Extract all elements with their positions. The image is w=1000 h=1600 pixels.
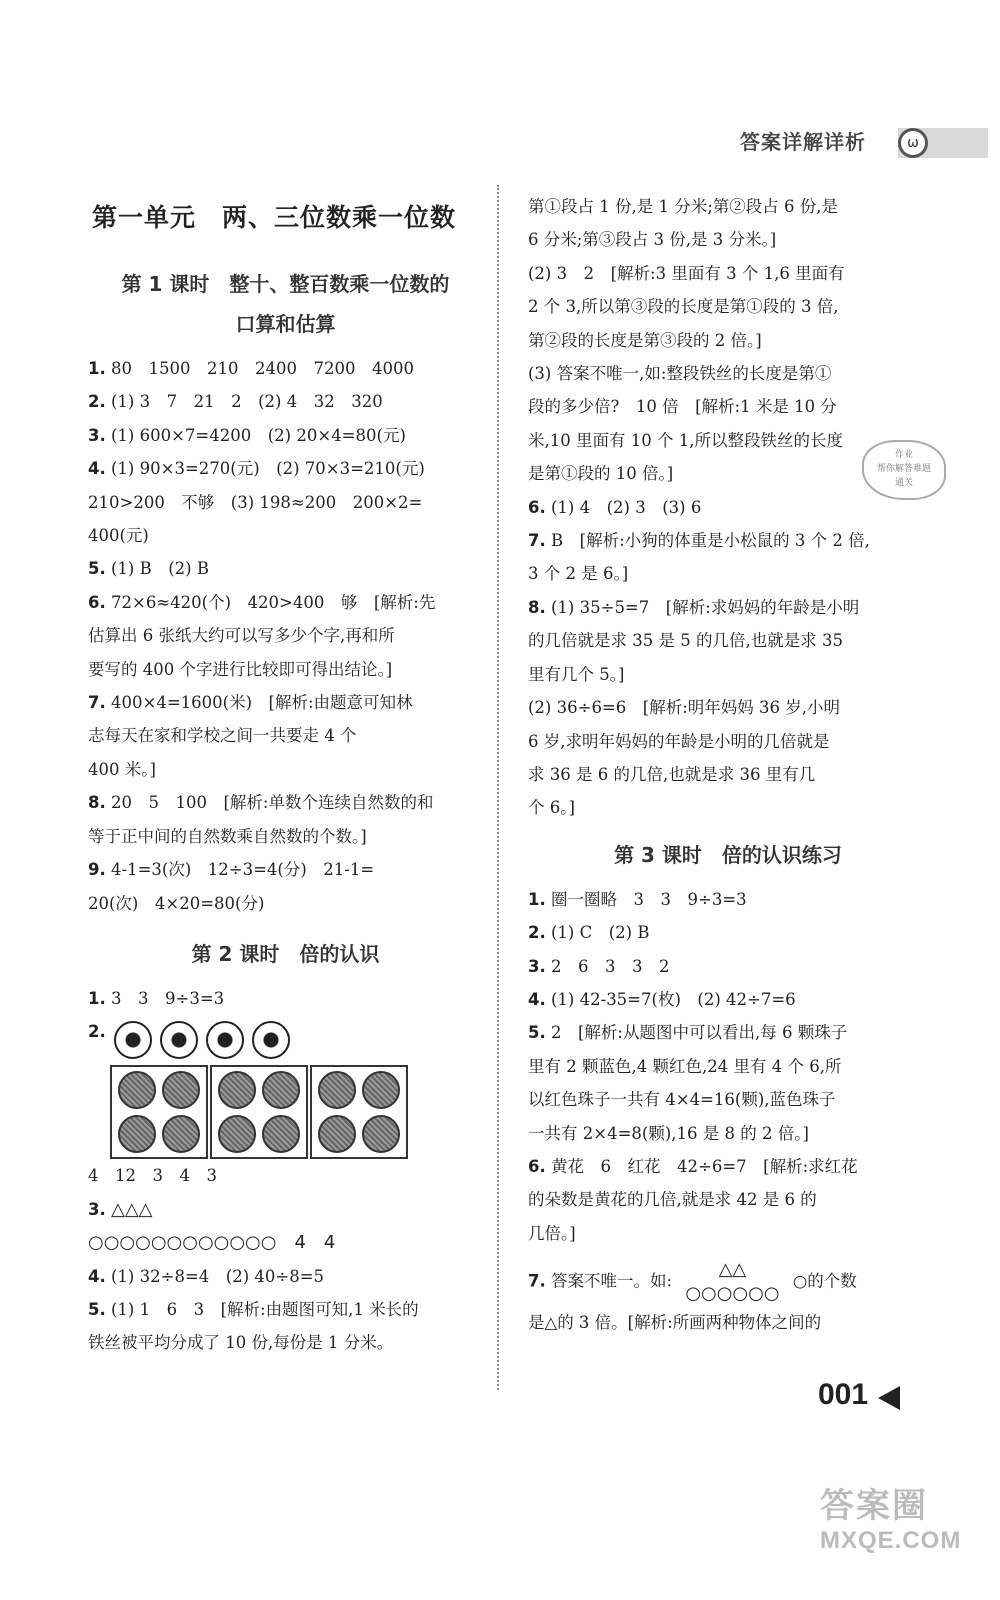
answer-text: 求 36 是 6 的几倍,也就是求 36 里有几 bbox=[528, 764, 816, 784]
answer-text: (1) 90×3=270(元) (2) 70×3=210(元) bbox=[111, 459, 425, 479]
answer-text: 里有 2 颗蓝色,4 颗红色,24 里有 4 个 6,所 bbox=[528, 1056, 842, 1076]
homework-stamp bbox=[862, 440, 946, 500]
answer-number: 6. bbox=[528, 1156, 546, 1176]
answer-line bbox=[88, 452, 483, 485]
answer-line bbox=[88, 786, 483, 819]
answer-text: 3 个 2 是 6。] bbox=[528, 564, 629, 584]
right-answers-a bbox=[528, 190, 928, 825]
answer-number: 7. bbox=[528, 531, 546, 551]
answer-text: 72×6≈420(个) 420>400 够 [解析:先 bbox=[111, 592, 436, 612]
basketball-icon bbox=[118, 1115, 156, 1153]
answer-text: 3 3 9÷3=3 bbox=[111, 988, 225, 1008]
basketball-icon bbox=[118, 1071, 156, 1109]
basketball-icon bbox=[218, 1071, 256, 1109]
answer-line bbox=[88, 1193, 483, 1226]
answer-number: 2. bbox=[88, 1022, 106, 1042]
column-divider bbox=[497, 185, 499, 1390]
answer-number: 8. bbox=[88, 793, 106, 813]
answer-number: 4. bbox=[88, 459, 106, 479]
mascot-icon: ω bbox=[898, 128, 928, 158]
watermark-line: MXQE.COM bbox=[820, 1527, 962, 1554]
answer-number: 9. bbox=[88, 860, 106, 880]
circle-row: ○○○○○○ bbox=[685, 1283, 780, 1305]
q7-figure bbox=[685, 1258, 779, 1306]
answer-number: 6. bbox=[88, 592, 106, 612]
answer-line bbox=[528, 1117, 928, 1150]
answer-text: 400×4=1600(米) [解析:由题意可知林 bbox=[111, 693, 413, 713]
lesson1-answers bbox=[88, 352, 483, 920]
answer-text: 6 岁,求明年妈妈的年龄是小明的几倍就是 bbox=[528, 731, 830, 751]
stamp-line: 通关 bbox=[894, 478, 913, 488]
answer-text: (1) B (2) B bbox=[111, 559, 209, 579]
answer-text: B [解析:小狗的体重是小松鼠的 3 个 2 倍, bbox=[551, 531, 870, 551]
page-arrow-icon bbox=[878, 1386, 900, 1410]
answer-text: 圈一圈略 3 3 9÷3=3 bbox=[551, 889, 747, 909]
answer-text: 210>200 不够 (3) 198≈200 200×2= bbox=[88, 492, 423, 512]
answer-line bbox=[88, 1260, 483, 1293]
answer-line bbox=[88, 619, 483, 652]
answer-line bbox=[88, 552, 483, 585]
header-label: 答案详解详析 bbox=[740, 130, 866, 154]
basketball-icon bbox=[162, 1071, 200, 1109]
answer-line bbox=[88, 486, 483, 519]
soccer-ball-icon bbox=[206, 1021, 244, 1059]
answer-text: (1) 42-35=7(枚) (2) 42÷7=6 bbox=[551, 989, 796, 1009]
answer-number: 5. bbox=[528, 1023, 546, 1043]
answer-text: 20(次) 4×20=80(分) bbox=[88, 893, 265, 913]
q2-figure bbox=[88, 1015, 483, 1159]
answer-line bbox=[88, 385, 483, 418]
basketball-icon bbox=[318, 1071, 356, 1109]
basketball-groups bbox=[110, 1065, 408, 1159]
answer-line bbox=[528, 791, 928, 824]
answer-text: 志每天在家和学校之间一共要走 4 个 bbox=[88, 726, 357, 746]
answer-number: 8. bbox=[528, 597, 546, 617]
answer-line bbox=[528, 1150, 928, 1183]
watermark bbox=[820, 1478, 961, 1555]
answer-line bbox=[88, 352, 483, 385]
stamp-line: 帮你解答难题 bbox=[876, 464, 931, 474]
answer-text: 80 1500 210 2400 7200 4000 bbox=[111, 359, 414, 378]
answer-text: 要写的 400 个字进行比较即可得出结论。] bbox=[88, 659, 393, 679]
answer-number: 5. bbox=[88, 1299, 106, 1319]
answer-line bbox=[528, 557, 928, 590]
answer-line bbox=[528, 916, 928, 949]
answer-line: 铁丝被平均分成了 10 份,每份是 1 分米。 bbox=[88, 1333, 394, 1353]
watermark-line: 答案圈 bbox=[820, 1487, 928, 1525]
circle-row: ○○○○○○○○○○○○ 4 4 bbox=[88, 1232, 336, 1254]
answer-number: 2. bbox=[528, 923, 546, 943]
answer-text: 估算出 6 张纸大约可以写多少个字,再和所 bbox=[88, 626, 395, 646]
triangle-row: △△ bbox=[718, 1259, 747, 1281]
answer-number: 3. bbox=[88, 1199, 106, 1219]
right-column bbox=[528, 190, 928, 1340]
soccer-ball-icon bbox=[114, 1021, 152, 1059]
answer-text: (1) C (2) B bbox=[551, 923, 650, 943]
lesson1-title-line1: 第 1 课时 整十、整百数乘一位数的 bbox=[121, 272, 450, 296]
left-column bbox=[88, 190, 483, 1360]
answer-text: 400 米。] bbox=[88, 759, 156, 779]
answer-line bbox=[528, 390, 928, 423]
answer-number: 3. bbox=[88, 425, 106, 445]
answer-line bbox=[528, 223, 928, 256]
answer-line bbox=[528, 983, 928, 1016]
right-answers-b bbox=[528, 883, 928, 1250]
answer-text: (2) 36÷6=6 [解析:明年妈妈 36 岁,小明 bbox=[528, 698, 840, 718]
basketball-group bbox=[310, 1065, 408, 1159]
answer-line: 是△的 3 倍。[解析:所画两种物体之间的 bbox=[528, 1313, 822, 1333]
answer-line bbox=[88, 982, 483, 1015]
answer-number: 1. bbox=[528, 889, 546, 909]
answer-line bbox=[88, 653, 483, 686]
answer-number: 7. bbox=[528, 1271, 546, 1291]
answer-text: 以红色珠子一共有 4×4=16(颗),蓝色珠子 bbox=[528, 1090, 836, 1110]
answer-text: 几倍。] bbox=[528, 1223, 576, 1243]
answer-line bbox=[88, 419, 483, 452]
answer-text: 6 分米;第③段占 3 份,是 3 分米。] bbox=[528, 230, 777, 250]
answer-line bbox=[528, 883, 928, 916]
answer-line bbox=[528, 357, 928, 390]
answer-text: 一共有 2×4=8(颗),16 是 8 的 2 倍。] bbox=[528, 1123, 809, 1143]
lesson3-title: 第 3 课时 倍的认识练习 bbox=[614, 842, 842, 867]
answer-text: (2) 3 2 [解析:3 里面有 3 个 1,6 里面有 bbox=[528, 263, 845, 283]
answer-line bbox=[528, 591, 928, 624]
answer-line bbox=[88, 1293, 483, 1326]
answer-text: 2 个 3,所以第③段的长度是第①段的 3 倍, bbox=[528, 297, 839, 317]
answer-text: 第①段占 1 份,是 1 分米;第②段占 6 份,是 bbox=[528, 197, 839, 216]
lesson1-title-line2: 口算和估算 bbox=[235, 312, 336, 336]
basketball-icon bbox=[162, 1115, 200, 1153]
answer-text: 2 6 3 3 2 bbox=[551, 956, 670, 976]
answer-line bbox=[528, 257, 928, 290]
answer-line bbox=[528, 1217, 928, 1250]
basketball-icon bbox=[218, 1115, 256, 1153]
answer-line bbox=[528, 1083, 928, 1116]
answer-line bbox=[528, 324, 928, 357]
lesson2-title: 第 2 课时 倍的认识 bbox=[191, 941, 380, 966]
answer-line bbox=[528, 290, 928, 323]
answer-line bbox=[528, 691, 928, 724]
answer-number: 7. bbox=[88, 693, 106, 713]
triangle-row: △△△ bbox=[111, 1198, 153, 1220]
basketball-icon bbox=[362, 1071, 400, 1109]
answer-text: 是第①段的 10 倍。] bbox=[528, 464, 674, 484]
basketball-icon bbox=[262, 1071, 300, 1109]
answer-number: 2. bbox=[88, 392, 106, 412]
soccer-ball-icon bbox=[252, 1021, 290, 1059]
soccer-ball-row bbox=[114, 1021, 408, 1059]
answer-text: 400(元) bbox=[88, 526, 149, 546]
answer-text: 的几倍就是求 35 是 5 的几倍,也就是求 35 bbox=[528, 631, 843, 651]
answer-line bbox=[528, 758, 928, 791]
answer-number: 5. bbox=[88, 559, 106, 579]
basketball-icon bbox=[262, 1115, 300, 1153]
answer-number: 4. bbox=[88, 1266, 106, 1286]
answer-text: (1) 1 6 3 [解析:由题图可知,1 米长的 bbox=[111, 1299, 419, 1319]
answer-text: (1) 600×7=4200 (2) 20×4=80(元) bbox=[111, 425, 406, 445]
answer-text: (3) 答案不唯一,如:整段铁丝的长度是第① bbox=[528, 364, 832, 384]
answer-line bbox=[88, 853, 483, 886]
answer-text: 第②段的长度是第③段的 2 倍。] bbox=[528, 330, 762, 350]
answer-number: 1. bbox=[88, 359, 106, 378]
answer-text: (1) 35÷5=7 [解析:求妈妈的年龄是小明 bbox=[551, 597, 860, 617]
answer-number: 6. bbox=[528, 497, 546, 517]
answer-line bbox=[528, 624, 928, 657]
basketball-group bbox=[210, 1065, 308, 1159]
answer-line bbox=[528, 491, 928, 524]
answer-text: 答案不唯一。如: bbox=[551, 1271, 673, 1291]
answer-line bbox=[88, 686, 483, 719]
stamp-line: 作业 bbox=[894, 450, 913, 460]
answer-line bbox=[528, 725, 928, 758]
answer-line bbox=[528, 1258, 928, 1306]
answer-line bbox=[88, 820, 483, 853]
answer-text: 黄花 6 红花 42÷6=7 [解析:求红花 bbox=[551, 1156, 858, 1176]
answer-line bbox=[88, 719, 483, 752]
answer-number: 3. bbox=[528, 956, 546, 976]
answer-text: (1) 4 (2) 3 (3) 6 bbox=[551, 497, 702, 517]
answer-line bbox=[528, 524, 928, 557]
q2-answer: 4 12 3 4 3 bbox=[88, 1166, 217, 1186]
answer-line bbox=[88, 887, 483, 920]
answer-line bbox=[528, 1016, 928, 1049]
answer-text: 个 6。] bbox=[528, 798, 575, 818]
answer-line bbox=[88, 753, 483, 786]
answer-line bbox=[88, 519, 483, 552]
answer-text: 米,10 里面有 10 个 1,所以整段铁丝的长度 bbox=[528, 430, 843, 450]
soccer-ball-icon bbox=[160, 1021, 198, 1059]
answer-text: 段的多少倍? 10 倍 [解析:1 米是 10 分 bbox=[528, 397, 837, 417]
answer-line bbox=[528, 1050, 928, 1083]
answer-line bbox=[528, 950, 928, 983]
answer-text: (1) 32÷8=4 (2) 40÷8=5 bbox=[111, 1266, 325, 1286]
unit-title: 第一单元 两、三位数乘一位数 bbox=[92, 203, 457, 232]
answer-line bbox=[528, 190, 928, 223]
answer-number: 1. bbox=[88, 988, 106, 1008]
answer-text: (1) 3 7 21 2 (2) 4 32 320 bbox=[111, 392, 383, 412]
basketball-icon bbox=[362, 1115, 400, 1153]
answer-line bbox=[528, 658, 928, 691]
answer-number: 4. bbox=[528, 989, 546, 1009]
basketball-group bbox=[110, 1065, 208, 1159]
answer-text: 4-1=3(次) 12÷3=4(分) 21-1= bbox=[111, 860, 375, 880]
answer-line bbox=[88, 586, 483, 619]
answer-text: 的朵数是黄花的几倍,就是求 42 是 6 的 bbox=[528, 1190, 817, 1210]
answer-text: 20 5 100 [解析:单数个连续自然数的和 bbox=[111, 793, 434, 813]
basketball-icon bbox=[318, 1115, 356, 1153]
answer-line bbox=[528, 1183, 928, 1216]
answer-text: 里有几个 5。] bbox=[528, 664, 625, 684]
answer-text: 2 [解析:从题图中可以看出,每 6 颗珠子 bbox=[551, 1023, 848, 1043]
lesson1-title bbox=[88, 264, 483, 344]
page-number: 001 bbox=[818, 1378, 869, 1411]
answer-text: 等于正中间的自然数乘自然数的个数。] bbox=[88, 826, 367, 846]
answer-text: ○的个数 bbox=[792, 1271, 857, 1291]
